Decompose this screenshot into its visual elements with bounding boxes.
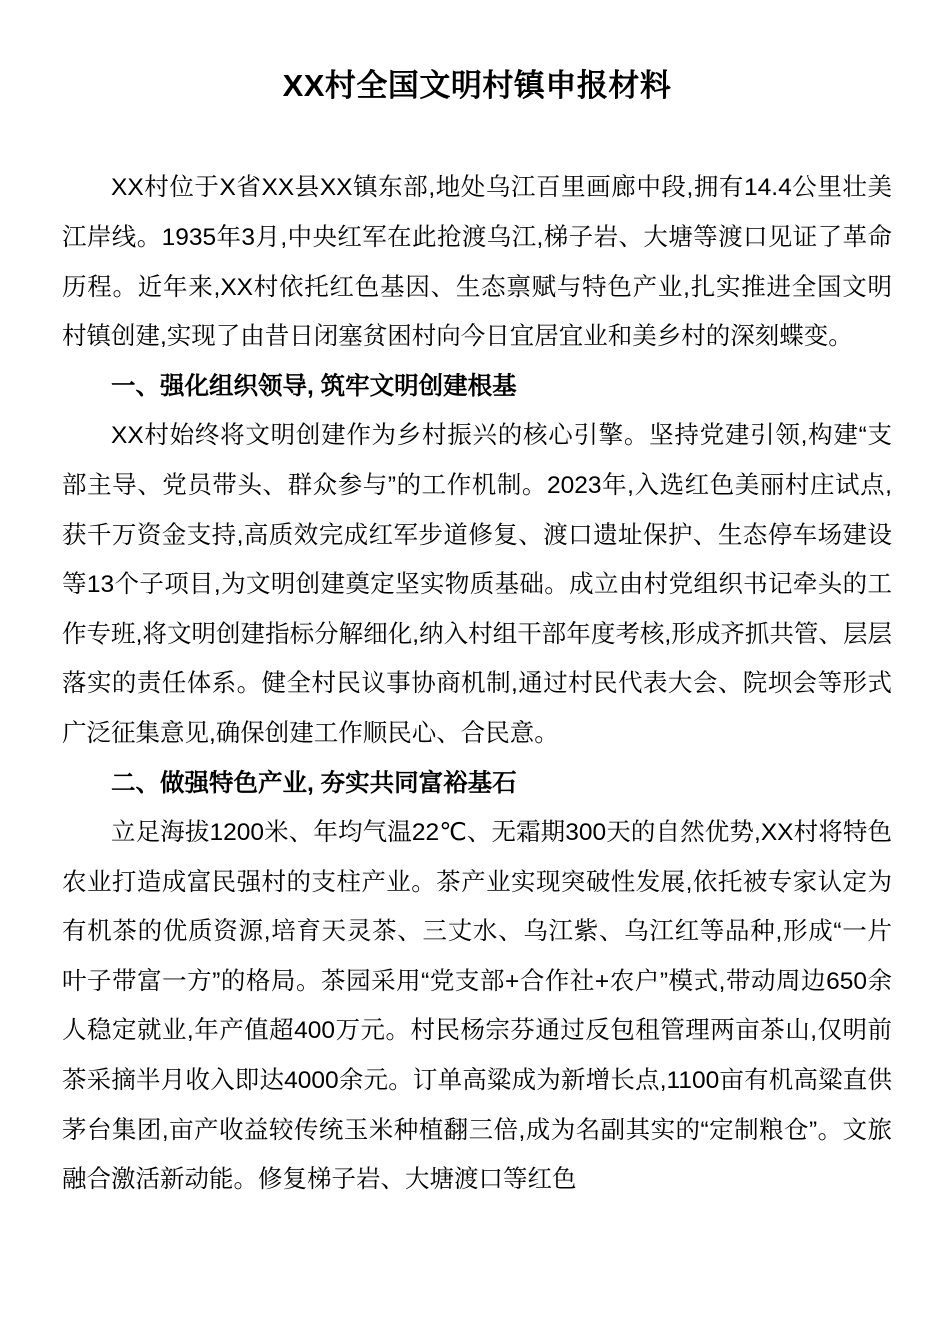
- title-spacer: [62, 107, 892, 163]
- intro-paragraph: XX村位于X省XX县XX镇东部,地处乌江百里画廊中段,拥有14.4公里壮美江岸线。1935年3月,中央红军在此抢渡乌江,梯子岩、大塘等渡口见证了革命历程。近年来,XX村依托红色基因、生态禀赋与特色产业,扎实推进全国文明村镇创建,实现了由昔日闭塞贫困村向今日宜居宜业和美乡村的深刻蝶变。: [62, 174, 892, 351]
- section-heading-1: 一、强化组织领导, 筑牢文明创建根基: [111, 372, 517, 400]
- page-title: XX村全国文明村镇申报材料: [282, 68, 672, 103]
- section-1-paragraph: XX村始终将文明创建作为乡村振兴的核心引擎。坚持党建引领,构建“支部主导、党员带头、群众参与”的工作机制。2023年,入选红色美丽村庄试点,获千万资金支持,高质效完成红军步道修复、渡口遗址保护、生态停车场建设等13个子项目,为文明创建奠定坚实物质基础。成立由村党组织书记牵头的工作专班,将文明创建指标分解细化,纳入村组干部年度考核,形成齐抓共管、层层落实的责任体系。健全村民议事协商机制,通过村民代表大会、院坝会等形式广泛征集意见,确保创建工作顺民心、合民意。: [62, 422, 892, 747]
- section-2-paragraph: 立足海拔1200米、年均气温22℃、无霜期300天的自然优势,XX村将特色农业打造成富民强村的支柱产业。茶产业实现突破性发展,依托被专家认定为有机茶的优质资源,培育天灵茶、三丈水、乌江紫、乌江红等品种,形成“一片叶子带富一方”的格局。茶园采用“党支部+合作社+农户”模式,带动周边650余人稳定就业,年产值超400万元。村民杨宗芬通过反包租管理两亩茶山,仅明前茶采摘半月收入即达4000余元。订单高粱成为新增长点,1100亩有机高粱直供茅台集团,亩产收益较传统玉米种植翻三倍,成为名副其实的“定制粮仓”。文旅融合激活新动能。修复梯子岩、大塘渡口等红色: [62, 819, 892, 1194]
- section-heading-2: 二、做强特色产业, 夯实共同富裕基石: [111, 769, 517, 797]
- document-body: [62, 0, 892, 1205]
